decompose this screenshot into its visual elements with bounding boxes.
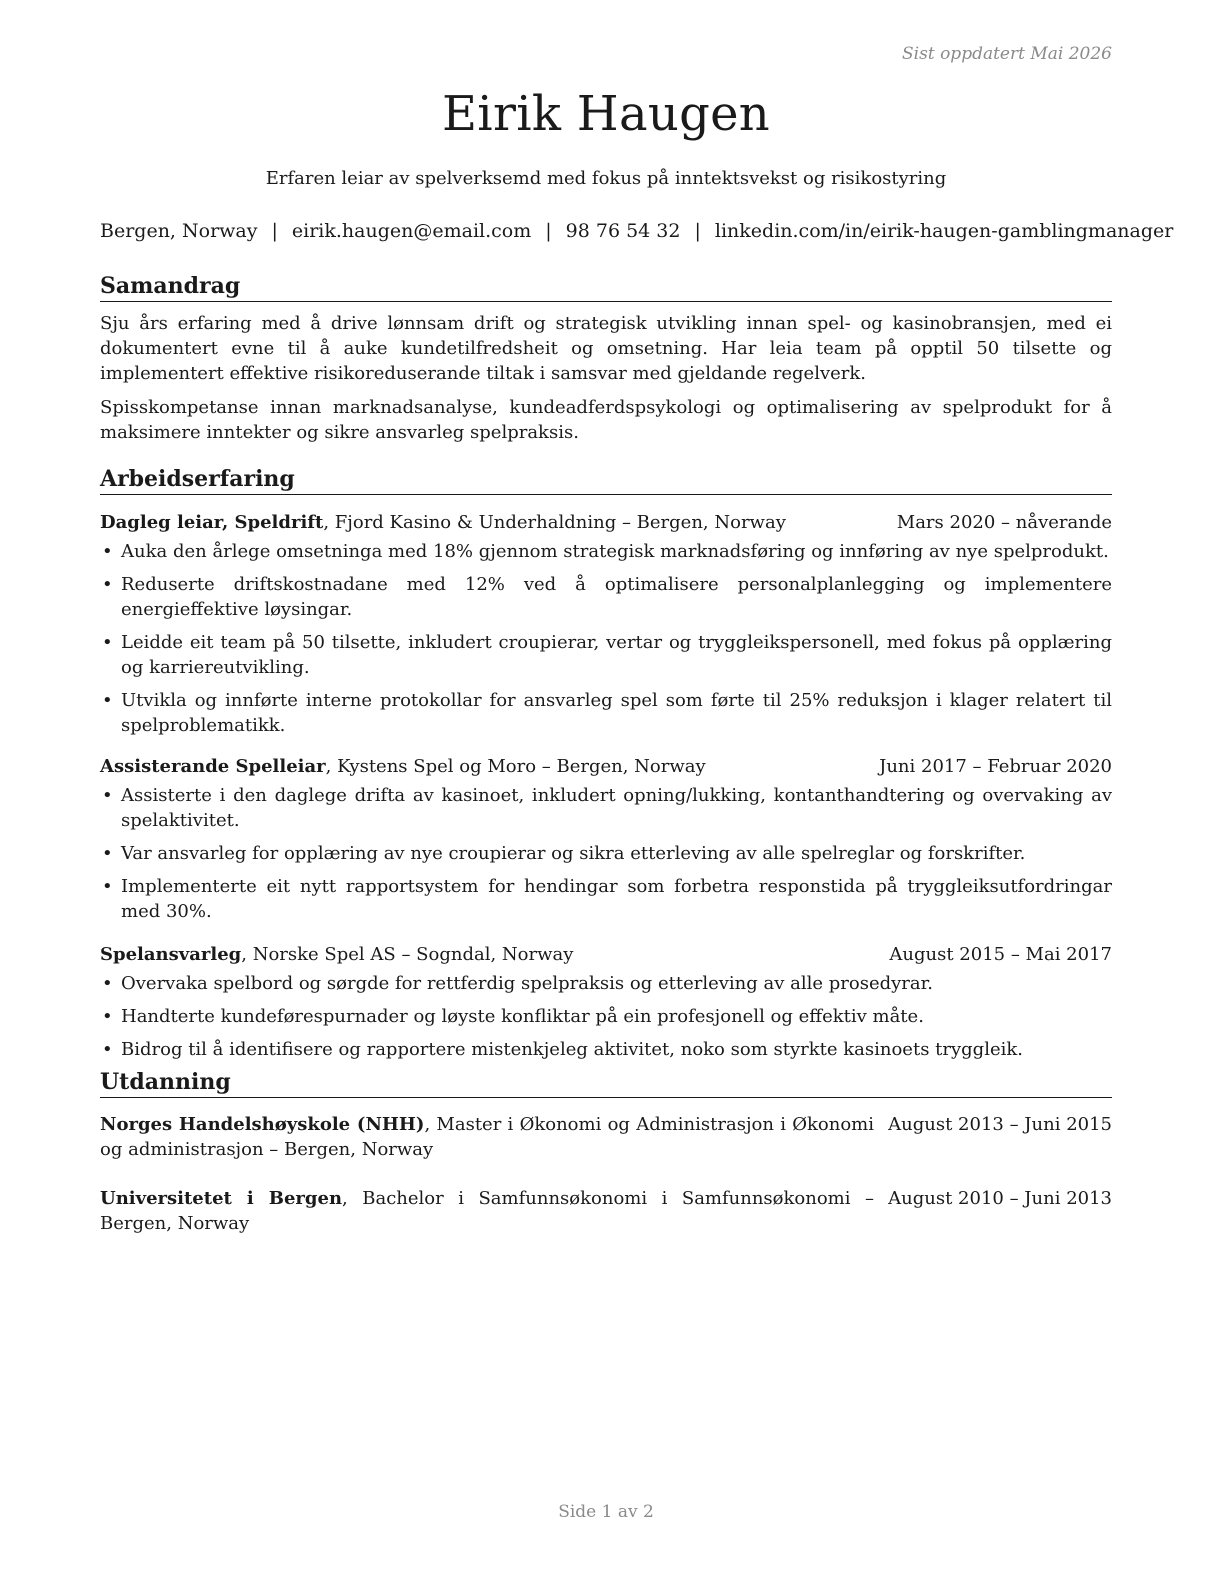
job-entry	[100, 754, 1112, 924]
education-school: Norges Handelshøyskole (NHH)	[100, 1114, 425, 1135]
education-entry	[100, 1112, 1112, 1162]
contact-location: Bergen, Norway	[100, 220, 258, 242]
contact-line	[100, 220, 1174, 242]
contact-phone[interactable]: 98 76 54 32	[565, 220, 681, 242]
list-item: • Overvaka spelbord og sørgde for rettferdig spelpraksis og etterleving av alle prosedyrar.	[102, 973, 933, 994]
list-item: • Utvikla og innførte interne protokollar for ansvarleg spel som førte til 25% reduksjon i klager relatert til spelproblematikk.	[102, 690, 1112, 736]
list-item: • Leidde eit team på 50 tilsette, inkludert croupierar, vertar og tryggleikspersonell, med fokus på opplæring og karriereutvikling.	[102, 632, 1112, 678]
summary-paragraph: Spisskompetanse innan marknadsanalyse, kundeadferdspsykologi og optimalisering av spelprodukt for å maksimere inntekter og sikre ansvarleg spelpraksis.	[100, 397, 1112, 443]
list-item: • Assisterte i den daglege drifta av kasinoet, inkludert opning/lukking, kontanthandtering og overvaking av spelaktivitet.	[102, 785, 1112, 831]
job-dates: Mars 2020 – nåverande	[896, 512, 1112, 533]
resume-page	[100, 0, 1174, 1584]
job-company: , Kystens Spel og Moro – Bergen, Norway	[325, 756, 706, 777]
summary-title: Samandrag	[100, 272, 1112, 302]
bullet-icon: •	[102, 973, 113, 994]
education-title: Utdanning	[100, 1068, 1112, 1098]
contact-separator: |	[271, 220, 278, 242]
candidate-name: Eirik Haugen	[441, 86, 771, 142]
job-header	[100, 754, 1112, 779]
job-dates: August 2015 – Mai 2017	[889, 944, 1112, 965]
list-item: • Implementerte eit nytt rapportsystem for hendingar som forbetra responstida på tryggleiksutfordringar med 30%.	[102, 876, 1112, 922]
job-role: Dagleg leiar, Speldrift	[100, 512, 324, 533]
education-section	[100, 1068, 1112, 1236]
last-updated: Sist oppdatert Mai 2026	[902, 44, 1112, 64]
job-dates: Juni 2017 – Februar 2020	[879, 756, 1112, 777]
job-role: Assisterande Spelleiar	[100, 756, 326, 777]
bullet-icon: •	[102, 785, 113, 806]
education-entry	[100, 1186, 1112, 1236]
job-bullets	[100, 971, 1112, 1062]
list-item: • Auka den årlege omsetninga med 18% gjennom strategisk marknadsføring og innføring av nye spelprodukt.	[102, 541, 1109, 562]
education-dates: August 2010 – Juni 2013	[888, 1188, 1112, 1209]
education-detail: , Master i Økonomi og Administrasjon i Økonomi og administrasjon – Bergen, Norway	[100, 1114, 874, 1160]
experience-title: Arbeidserfaring	[100, 465, 1112, 495]
job-header	[100, 510, 1112, 535]
contact-separator: |	[694, 220, 701, 242]
education-dates: August 2013 – Juni 2015	[888, 1114, 1112, 1135]
contact-linkedin[interactable]: linkedin.com/in/eirik-haugen-gamblingmanager	[714, 220, 1174, 242]
education-detail: , Bachelor i Samfunnsøkonomi i Samfunnsøkonomi – Bergen, Norway	[100, 1188, 874, 1234]
page-number: Side 1 av 2	[558, 1502, 654, 1522]
contact-email[interactable]: eirik.haugen@email.com	[291, 220, 532, 242]
education-school: Universitetet i Bergen	[100, 1188, 343, 1209]
bullet-icon: •	[102, 574, 113, 595]
job-bullets	[100, 783, 1112, 924]
bullet-icon: •	[102, 1039, 113, 1060]
job-company: , Fjord Kasino & Underhaldning – Bergen, Norway	[323, 512, 786, 533]
summary-paragraph: Sju års erfaring med å drive lønnsam drift og strategisk utvikling innan spel- og kasinobransjen, med ei dokumentert evne til å auke kundetilfredsheit og omsetning. Har leia team på opptil 50 tilsette og implementert effektive risikoreduserande tiltak i samsvar med gjeldande regelverk.	[100, 313, 1112, 384]
experience-section	[100, 465, 1112, 1070]
summary-section	[100, 272, 1112, 445]
bullet-icon: •	[102, 876, 113, 897]
bullet-icon: •	[102, 632, 113, 653]
job-header	[100, 942, 1112, 967]
job-bullets	[100, 539, 1112, 738]
job-company: , Norske Spel AS – Sogndal, Norway	[241, 944, 574, 965]
bullet-icon: •	[102, 541, 113, 562]
tagline: Erfaren leiar av spelverksemd med fokus på inntektsvekst og risikostyring	[265, 168, 947, 189]
bullet-icon: •	[102, 1006, 113, 1027]
job-entry	[100, 510, 1112, 738]
list-item: • Var ansvarleg for opplæring av nye croupierar og sikra etterleving av alle spelreglar og forskrifter.	[102, 843, 1026, 864]
job-entry	[100, 942, 1112, 1062]
list-item: • Reduserte driftskostnadane med 12% ved å optimalisere personalplanlegging og implementere energieffektive løysingar.	[102, 574, 1112, 620]
bullet-icon: •	[102, 690, 113, 711]
job-role: Spelansvarleg	[100, 944, 242, 965]
list-item: • Bidrog til å identifisere og rapportere mistenkjeleg aktivitet, noko som styrkte kasinoets tryggleik.	[102, 1039, 1023, 1060]
contact-separator: |	[545, 220, 552, 242]
list-item: • Handterte kundeførespurnader og løyste konfliktar på ein profesjonell og effektiv måte.	[102, 1006, 924, 1027]
bullet-icon: •	[102, 843, 113, 864]
